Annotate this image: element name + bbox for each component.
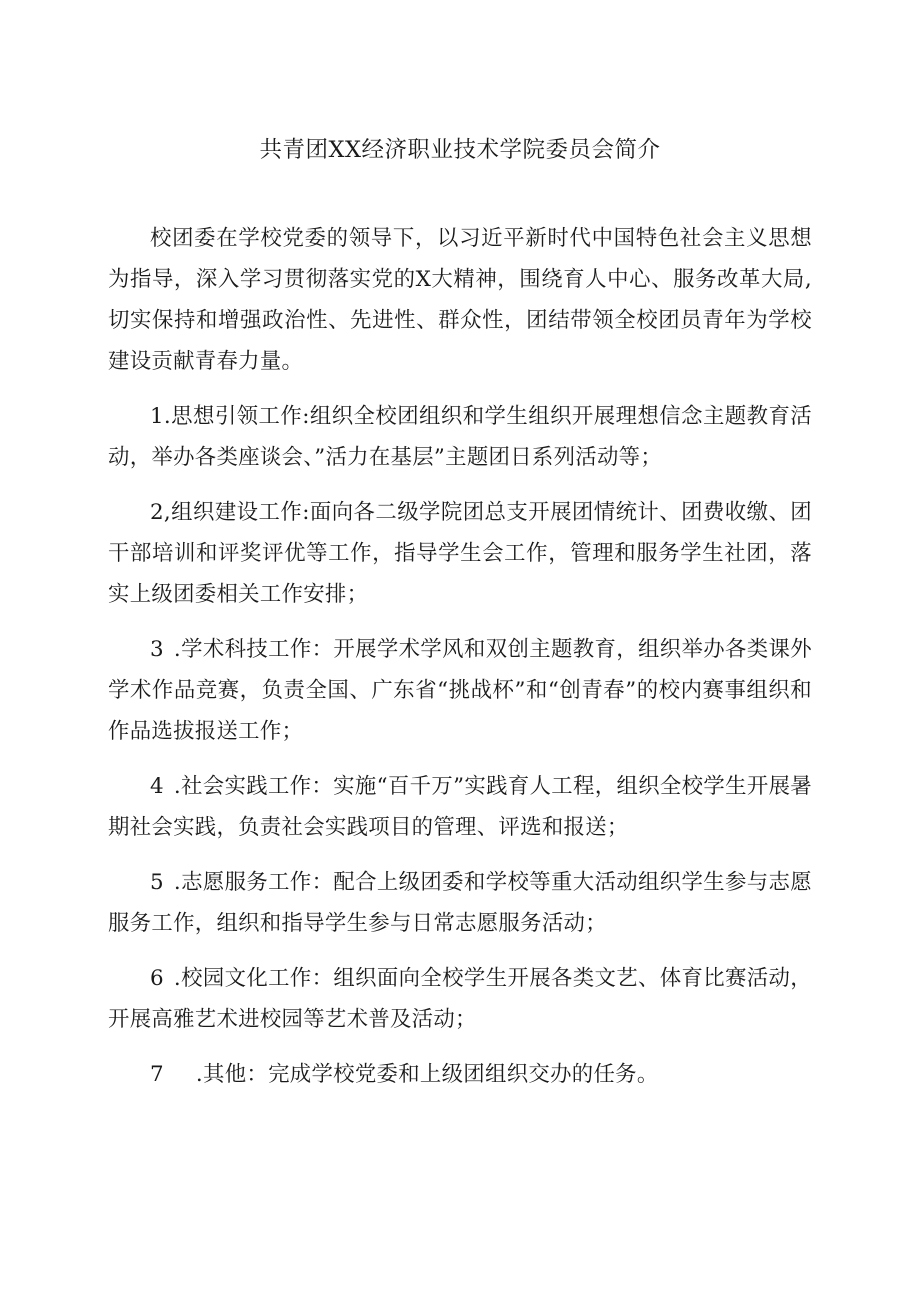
intro-paragraph: 校团委在学校党委的领导下，以习近平新时代中国特色社会主义思想为指导，深入学习贯彻落实党的X大精神，围绕育人中心、服务改革大局,切实保持和增强政治性、先进性、群众性，团结带领全校团员青年为学校建设贡献青春力量。	[108, 226, 812, 374]
list-item	[108, 492, 812, 615]
item-text: .校园文化工作：组织面向全校学生开展各类文艺、体育比赛活动，开展高雅艺术进校园等艺术普及活动；	[108, 966, 812, 1032]
list-item	[108, 396, 812, 478]
list-item	[108, 629, 812, 752]
item-number: 1.	[150, 404, 172, 429]
item-text: 思想引领工作:组织全校团组织和学生组织开展理想信念主题教育活动，举办各类座谈会、”活力在基层”主题团日系列活动等；	[108, 404, 812, 470]
list-item	[108, 958, 812, 1040]
item-number: 7	[150, 1062, 164, 1087]
item-text: .社会实践工作：实施“百千万”实践育人工程，组织全校学生开展暑期社会实践，负责社会实践项目的管理、评选和报送；	[108, 774, 812, 840]
document-body	[108, 218, 812, 1095]
item-number: 6	[150, 966, 164, 991]
item-text: .学术科技工作：开展学术学风和双创主题教育，组织举办各类课外学术作品竞赛，负责全国、广东省“挑战杯”和“创青春”的校内赛事组织和作品选拔报送工作；	[108, 637, 812, 744]
item-number: 2,	[150, 500, 172, 525]
item-number: 4	[150, 774, 164, 799]
item-text: 组织建设工作:面向各二级学院团总支开展团情统计、团费收缴、团干部培训和评奖评优等工作，指导学生会工作，管理和服务学生社团，落实上级团委相关工作安排；	[108, 500, 812, 607]
list-item	[108, 1054, 812, 1095]
list-item	[108, 766, 812, 848]
item-number: 3	[150, 637, 164, 662]
item-number: 5	[150, 870, 164, 895]
item-text: .志愿服务工作：配合上级团委和学校等重大活动组织学生参与志愿服务工作，组织和指导学生参与日常志愿服务活动；	[108, 870, 812, 936]
document-title: 共青团XX经济职业技术学院委员会简介	[259, 137, 661, 163]
list-item	[108, 862, 812, 944]
item-text: .其他：完成学校党委和上级团组织交办的任务。	[195, 1062, 659, 1087]
